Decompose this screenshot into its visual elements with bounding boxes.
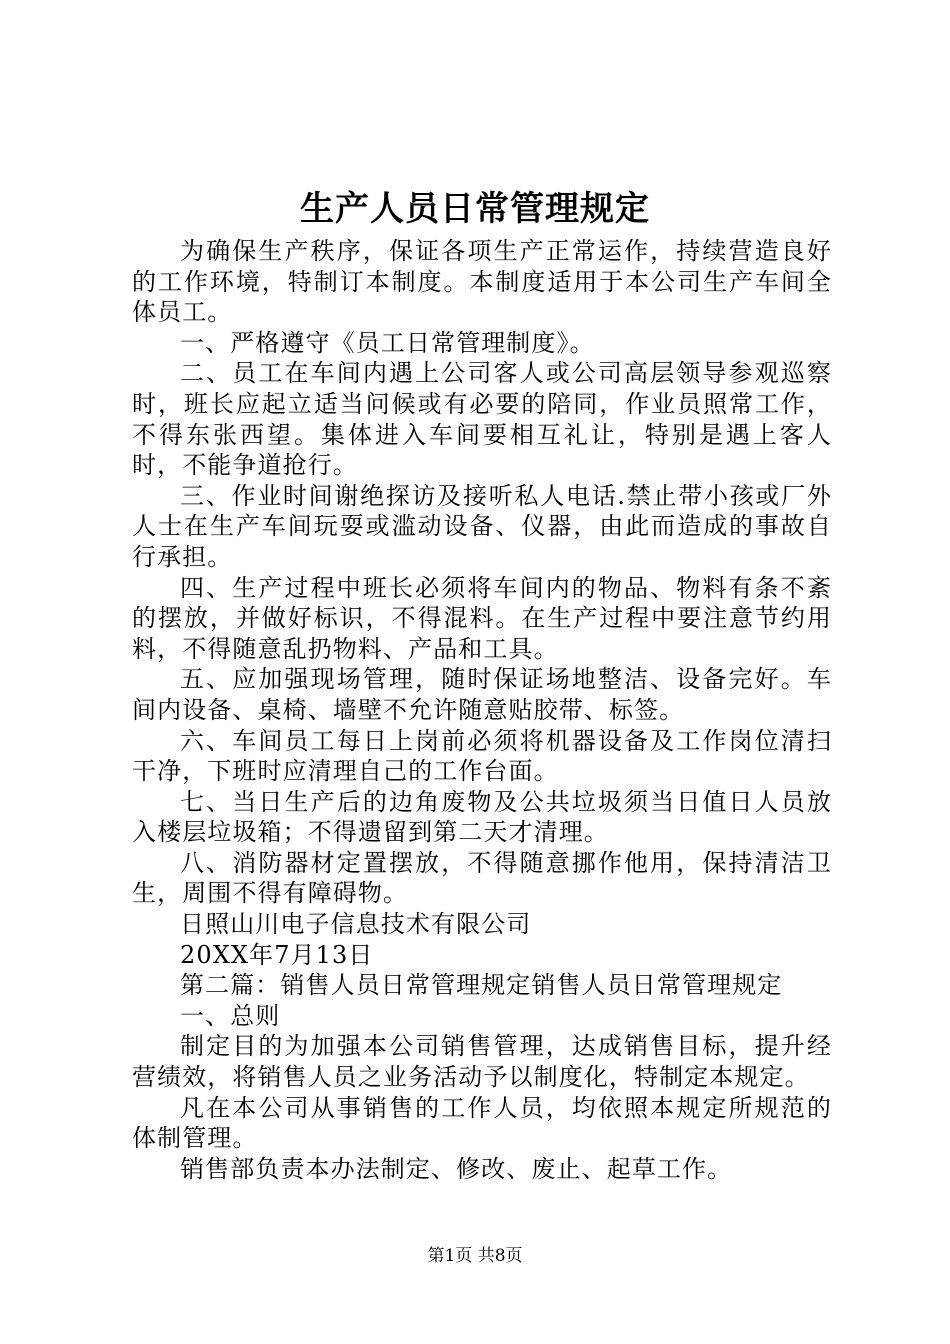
document-body	[132, 236, 832, 1184]
paragraph: 六、车间员工每日上岗前必须将机器设备及工作岗位清扫干净，下班时应清理自己的工作台面。	[132, 726, 832, 786]
paragraph: 销售部负责本办法制定、修改、废止、起草工作。	[180, 1154, 733, 1183]
paragraph: 一、严格遵守《员工日常管理制度》。	[180, 328, 595, 357]
page-number-footer: 第1页 共8页	[427, 1246, 523, 1266]
section-heading: 第二篇：销售人员日常管理规定销售人员日常管理规定	[180, 971, 783, 1000]
paragraph: 三、作业时间谢绝探访及接听私人电话.禁止带小孩或厂外人士在生产车间玩耍或滥动设备、仪器，由此而造成的事故自行承担。	[132, 481, 832, 571]
paragraph: 七、当日生产后的边角废物及公共垃圾须当日值日人员放入楼层垃圾箱；不得遗留到第二天才清理。	[132, 787, 832, 847]
document-date: 20XX年7月13日	[180, 940, 374, 969]
company-name: 日照山川电子信息技术有限公司	[180, 910, 532, 939]
paragraph: 四、生产过程中班长必须将车间内的物品、物料有条不紊的摆放，并做好标识，不得混料。在生产过程中要注意节约用料，不得随意乱扔物料、产品和工具。	[132, 573, 832, 663]
paragraph: 为确保生产秩序，保证各项生产正常运作，持续营造良好的工作环境，特制订本制度。本制度适用于本公司生产车间全体员工。	[132, 237, 832, 327]
paragraph: 二、员工在车间内遇上公司客人或公司高层领导参观巡察时，班长应起立适当问候或有必要的陪同，作业员照常工作，不得东张西望。集体进入车间要相互礼让，特别是遇上客人时，不能争道抢行。	[132, 359, 832, 480]
paragraph: 八、消防器材定置摆放，不得随意挪作他用，保持清洁卫生，周围不得有障碍物。	[132, 848, 832, 908]
paragraph: 凡在本公司从事销售的工作人员，均依照本规定所规范的体制管理。	[132, 1093, 832, 1153]
paragraph: 五、应加强现场管理，随时保证场地整洁、设备完好。车间内设备、桌椅、墙壁不允许随意贴胶带、标签。	[132, 665, 832, 724]
paragraph: 制定目的为加强本公司销售管理，达成销售目标，提升经营绩效，将销售人员之业务活动予以制度化，特制定本规定。	[132, 1032, 832, 1092]
document-title: 生产人员日常管理规定	[300, 189, 650, 229]
section-subheading: 一、总则	[180, 1001, 281, 1030]
